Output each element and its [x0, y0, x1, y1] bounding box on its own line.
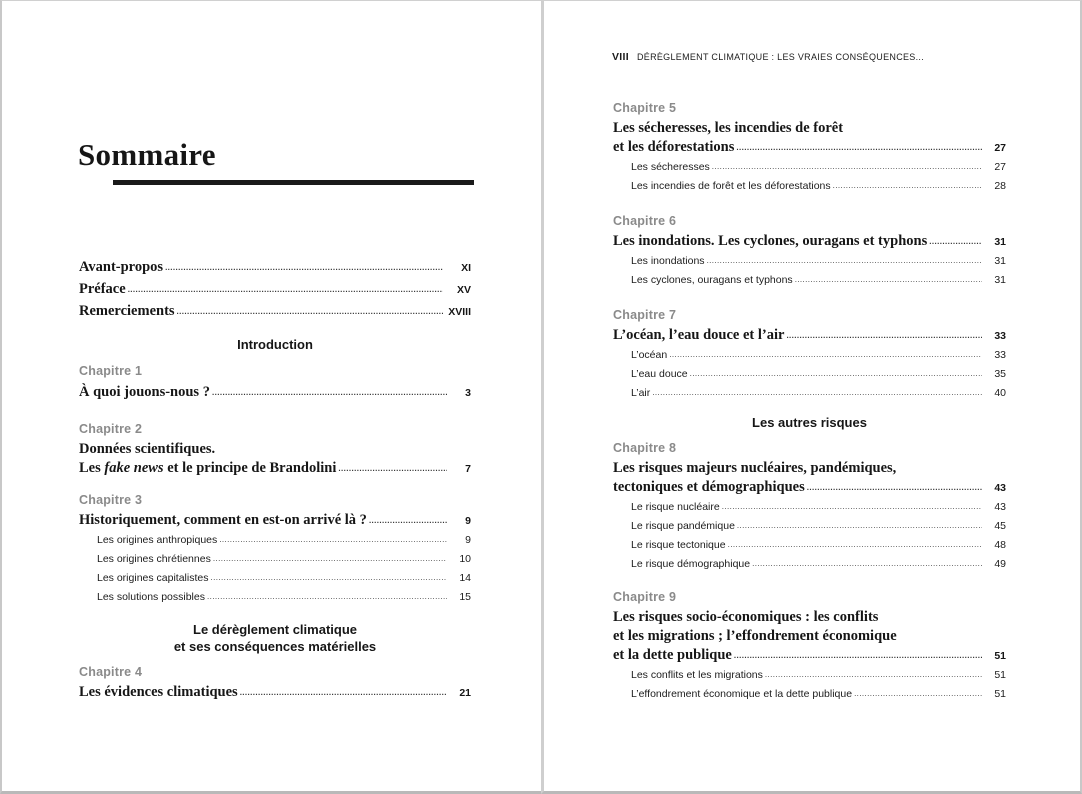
toc-entry-chapter-8[interactable]: tectoniques et démographiques ..... 43	[613, 478, 1006, 498]
leader-dots	[734, 646, 982, 665]
toc-section[interactable]: Les origines chrétiennes ..... 10	[79, 550, 471, 569]
leader-dots	[652, 383, 982, 402]
toc-section[interactable]: Le risque nucléaire ..... 43	[613, 498, 1006, 517]
chapter-4-heading: Chapitre 4	[79, 665, 143, 679]
toc-entry-avant-propos[interactable]: Avant-propos ..... XI	[79, 258, 471, 278]
leader-dots	[765, 665, 982, 684]
leader-dots	[669, 345, 982, 364]
chapter-3-heading: Chapitre 3	[79, 493, 143, 507]
toc-entry-chapter-6[interactable]: Les inondations. Les cyclones, ouragans et typhons ..... 31	[613, 232, 1006, 252]
toc-section[interactable]: Le risque tectonique ..... 48	[613, 536, 1006, 555]
toc-section[interactable]: Les sécheresses ..... 27	[613, 158, 1006, 177]
chapter-7-heading: Chapitre 7	[613, 308, 677, 322]
toc-entry-chapter-4[interactable]: Les évidences climatiques ..... 21	[79, 683, 471, 703]
leader-dots	[833, 176, 982, 195]
chapter-9-title-line2: et les migrations ; l’effondrement économique	[613, 628, 897, 644]
running-title: DÉRÈGLEMENT CLIMATIQUE : LES VRAIES CONSÉQUENCES...	[636, 52, 924, 62]
leader-dots	[210, 568, 447, 587]
chapter-8-heading: Chapitre 8	[613, 441, 677, 455]
toc-entry-chapter-1[interactable]: À quoi jouons-nous ? ..... 3	[79, 383, 471, 403]
leader-dots	[929, 232, 982, 251]
part-heading-dereglement: Le dérèglement climatique et ses conséquences matérielles	[173, 622, 377, 654]
page-number: VIII	[612, 51, 629, 63]
leader-dots	[690, 364, 982, 383]
toc-entry-remerciements[interactable]: Remerciements ..... XVIII	[79, 302, 471, 322]
front-matter-list	[79, 258, 471, 322]
running-head	[612, 51, 924, 63]
leader-dots	[854, 684, 982, 703]
toc-left-body	[79, 336, 471, 703]
toc-entry-preface[interactable]: Préface ..... XV	[79, 280, 471, 300]
chapter-8-title-line1: Les risques majeurs nucléaires, pandémiques,	[613, 460, 897, 476]
toc-section[interactable]: Les conflits et les migrations ..... 51	[613, 666, 1006, 685]
leader-dots	[722, 497, 982, 516]
leader-dots	[212, 383, 447, 402]
toc-section[interactable]: Les inondations ..... 31	[613, 252, 1006, 271]
leader-dots	[219, 530, 447, 549]
toc-section[interactable]: Le risque pandémique ..... 45	[613, 517, 1006, 536]
toc-entry-chapter-7[interactable]: L’océan, l’eau douce et l’air ..... 33	[613, 326, 1006, 346]
toc-entry-chapter-9[interactable]: et la dette publique ..... 51	[613, 646, 1006, 666]
chapter-9-title-line1: Les risques socio-économiques : les conflits	[613, 609, 879, 625]
title-rule	[113, 180, 474, 185]
leader-dots	[736, 138, 982, 157]
toc-section[interactable]: Les solutions possibles ..... 15	[79, 588, 471, 607]
chapter-6-heading: Chapitre 6	[613, 214, 677, 228]
leader-dots	[728, 535, 982, 554]
toc-section[interactable]: L’eau douce ..... 35	[613, 365, 1006, 384]
part-heading-autres-risques: Les autres risques	[752, 415, 867, 430]
leader-dots	[165, 258, 443, 277]
toc-entry-chapter-3[interactable]: Historiquement, comment en est-on arrivé là ? ..... 9	[79, 511, 471, 531]
leader-dots	[213, 549, 447, 568]
right-page	[541, 0, 1082, 794]
leader-dots	[128, 280, 443, 299]
toc-section[interactable]: L’effondrement économique et la dette publique ..... 51	[613, 685, 1006, 704]
leader-dots	[369, 511, 447, 530]
toc-section[interactable]: Les origines anthropiques ..... 9	[79, 531, 471, 550]
toc-right-body	[613, 99, 1006, 704]
page-title: Sommaire	[78, 137, 216, 172]
toc-section[interactable]: Les incendies de forêt et les déforestations ..... 28	[613, 177, 1006, 196]
toc-section[interactable]: Les cyclones, ouragans et typhons ..... 31	[613, 271, 1006, 290]
toc-entry-chapter-2[interactable]: Les fake news et le principe de Brandolini ..... 7	[79, 459, 471, 479]
leader-dots	[207, 587, 447, 606]
leader-dots	[177, 302, 443, 321]
leader-dots	[795, 270, 982, 289]
toc-section[interactable]: Le risque démographique ..... 49	[613, 555, 1006, 574]
chapter-2-title-line1: Données scientifiques.	[79, 441, 216, 457]
leader-dots	[707, 251, 982, 270]
leader-dots	[786, 326, 982, 345]
chapter-1-heading: Chapitre 1	[79, 364, 143, 378]
chapter-5-title-line1: Les sécheresses, les incendies de forêt	[613, 120, 844, 136]
chapter-2-heading: Chapitre 2	[79, 422, 143, 436]
leader-dots	[338, 459, 447, 478]
leader-dots	[240, 683, 447, 702]
toc-section[interactable]: L’air ..... 40	[613, 384, 1006, 403]
chapter-9-heading: Chapitre 9	[613, 590, 677, 604]
leader-dots	[752, 554, 982, 573]
toc-entry-chapter-5[interactable]: et les déforestations ..... 27	[613, 138, 1006, 158]
leader-dots	[712, 157, 982, 176]
chapter-5-heading: Chapitre 5	[613, 101, 677, 115]
leader-dots	[807, 478, 982, 497]
toc-section[interactable]: Les origines capitalistes ..... 14	[79, 569, 471, 588]
toc-section[interactable]: L’océan ..... 33	[613, 346, 1006, 365]
part-heading-introduction: Introduction	[237, 337, 313, 352]
leader-dots	[737, 516, 982, 535]
